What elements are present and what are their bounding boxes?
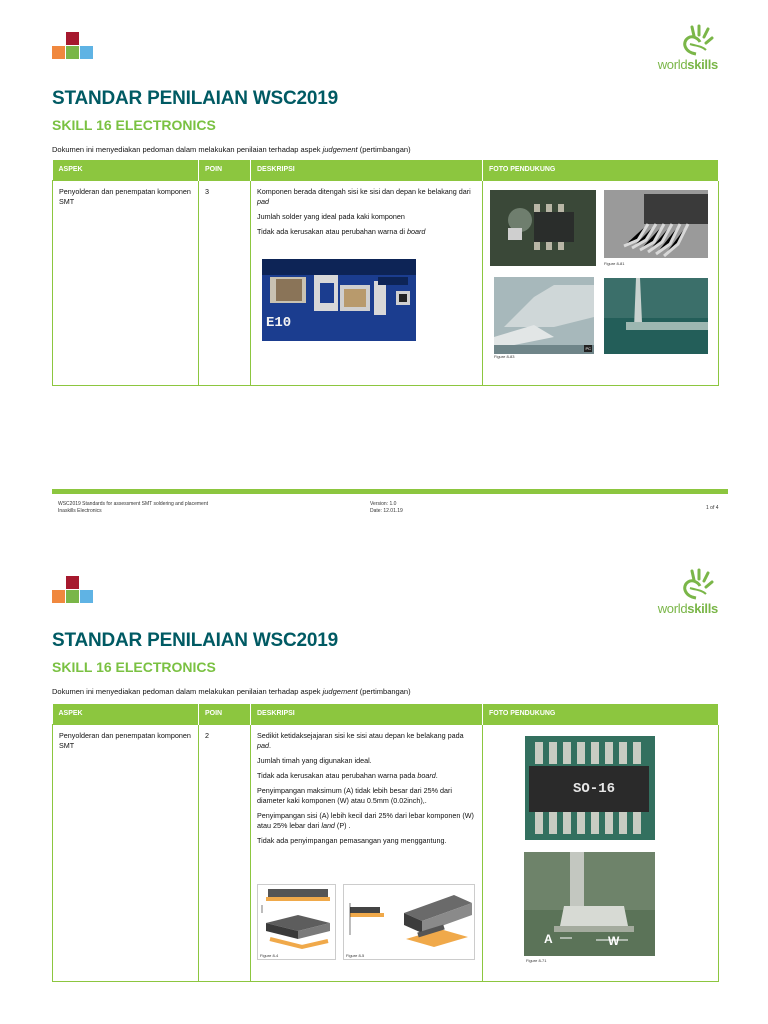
desc-line: Tidak ada kerusakan atau perubahan warna di board — [257, 226, 426, 236]
desc-line: Penyimpangan maksimum (A) tidak lebih besar dari 25% dari diameter kaki komponen (W) atau 0.5mm (0.02inch),. — [257, 785, 452, 805]
col-header-poin: POIN — [199, 160, 251, 180]
intro-text: Dokumen ini menyediakan pedoman dalam melakukan penilaian terhadap aspek judgement (pertimbangan) — [52, 145, 411, 154]
desc-line: Tidak ada penyimpangan pemasangan yang menggantung. — [257, 835, 447, 845]
intro-text: Dokumen ini menyediakan pedoman dalam melakukan penilaian terhadap aspek judgement (pertimbangan) — [52, 687, 411, 696]
silkscreen-label: E10 — [266, 315, 292, 331]
lead-offset-photo — [524, 852, 655, 956]
col-header-deskripsi: DESKRIPSI — [251, 704, 483, 724]
figure-caption: Figure 8-83 — [494, 354, 515, 359]
worldskills-logo — [648, 24, 718, 72]
worldskills-logo — [648, 568, 718, 616]
col-header-foto: FOTO PENDUKUNG — [483, 704, 719, 724]
figure-caption: Figure 8-81 — [604, 261, 625, 266]
figure-caption: Figure 8-71 — [526, 958, 547, 963]
aspek-cell: Penyolderan dan penempatan komponen SMT — [53, 180, 199, 385]
dimension-label-w: W — [608, 934, 620, 948]
worldskills-hand-icon — [674, 568, 714, 600]
page-subtitle: SKILL 16 ELECTRONICS — [52, 659, 216, 675]
pcb-components-photo — [262, 259, 416, 341]
gull-wing-leads-photo — [604, 190, 708, 258]
desc-line: Jumlah timah yang digunakan ideal. — [257, 755, 372, 765]
page-title: STANDAR PENILAIAN WSC2019 — [52, 88, 339, 109]
desc-line: Penyimpangan sisi (A) lebih kecil dari 25% dari lebar komponen (W) atau 25% lebar dari land (P) . — [257, 810, 474, 830]
color-blocks-logo — [52, 32, 92, 60]
aspek-cell: Penyolderan dan penempatan komponen SMT — [53, 724, 199, 981]
worldskills-wordmark: worldskills — [657, 57, 718, 72]
color-blocks-logo — [52, 576, 92, 604]
footer-version: Version: 1.0 Date: 12.01.19 — [370, 501, 403, 514]
poin-cell: 3 — [199, 180, 251, 385]
table-header-row — [53, 704, 719, 724]
page-subtitle: SKILL 16 ELECTRONICS — [52, 117, 216, 133]
dimension-label-a: A — [544, 932, 553, 946]
poin-cell: 2 — [199, 724, 251, 981]
so16-chip-photo — [525, 736, 655, 840]
col-header-foto: FOTO PENDUKUNG — [483, 160, 719, 180]
photo-mark: PC — [585, 346, 591, 351]
worldskills-hand-icon — [674, 24, 714, 56]
footer-divider — [52, 489, 728, 494]
footer-left: WSC2019 Standards for assessment SMT soldering and placement Inaskills Electronics — [58, 501, 208, 514]
desc-line: Komponen berada ditengah sisi ke sisi dan depan ke belakang dari pad — [257, 186, 471, 206]
soic-closeup-photo — [490, 190, 596, 266]
col-header-aspek: ASPEK — [53, 160, 199, 180]
document-page-2 — [0, 542, 768, 1024]
offset-diagram-8-4 — [257, 884, 336, 960]
offset-diagram-8-5 — [343, 884, 475, 960]
solder-joint-side-photo — [494, 277, 594, 354]
desc-line: Sedikit ketidaksejajaran sisi ke sisi atau depan ke belakang pada pad. — [257, 730, 464, 750]
figure-caption: Figure 8-5 — [346, 953, 365, 958]
desc-line: Tidak ada kerusakan atau perubahan warna pada board. — [257, 770, 438, 780]
col-header-aspek: ASPEK — [53, 704, 199, 724]
col-header-poin: POIN — [199, 704, 251, 724]
desc-line: Jumlah solder yang ideal pada kaki komponen — [257, 211, 405, 221]
figure-caption: Figure 8-4 — [260, 953, 279, 958]
table-header-row — [53, 160, 719, 180]
worldskills-wordmark: worldskills — [657, 601, 718, 616]
footer-page-number: 1 of 4 — [706, 505, 719, 511]
page-title: STANDAR PENILAIAN WSC2019 — [52, 630, 339, 651]
solder-fillet-photo — [604, 278, 708, 354]
col-header-deskripsi: DESKRIPSI — [251, 160, 483, 180]
chip-marking: SO-16 — [573, 781, 616, 797]
